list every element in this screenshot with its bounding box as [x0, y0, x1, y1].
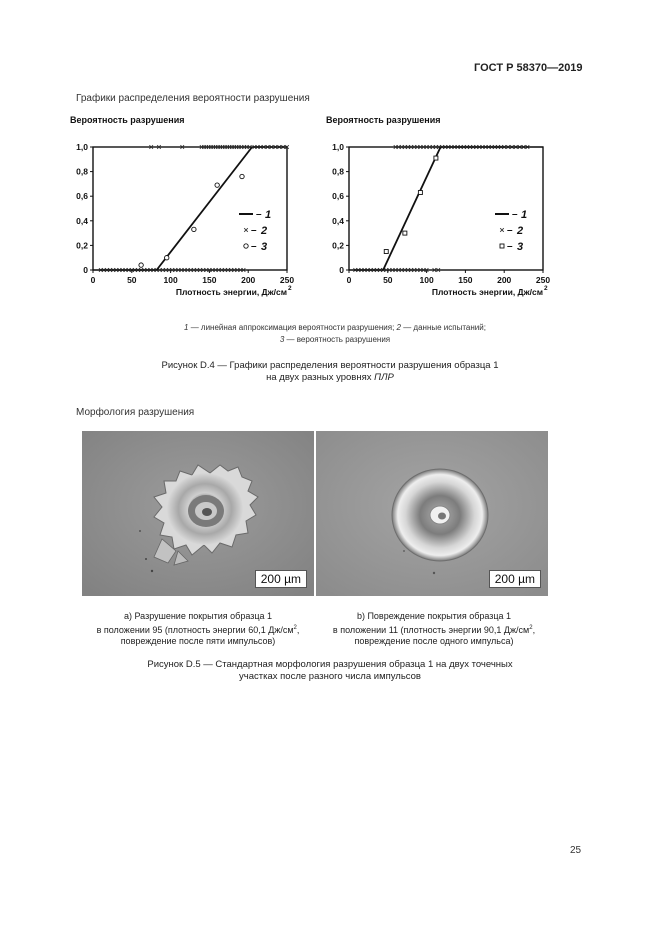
fit-line [383, 147, 440, 270]
figure-d5-caption: Рисунок D.5 — Стандартная морфология разрушения образца 1 на двух точечных участках после разного числа импульсов [147, 659, 513, 682]
legend-cross-swatch [244, 228, 248, 232]
y-tick-label: 0,8 [332, 166, 344, 177]
x-axis-label-sup: 2 [544, 285, 548, 292]
y-tick-label: 0,2 [76, 240, 88, 251]
y-tick-label: 0,6 [332, 191, 344, 202]
x-tick-label: 200 [241, 275, 256, 285]
x-tick-label: 250 [279, 275, 295, 285]
legend-dash: – [507, 225, 513, 236]
probability-point [418, 191, 422, 195]
page-number: 25 [570, 845, 582, 856]
scale-bar-left: 200 µm [255, 570, 307, 588]
legend-circle-swatch [244, 244, 248, 248]
probability-point [215, 183, 219, 187]
legend-label: 1 [265, 209, 272, 221]
x-tick-label: 100 [419, 275, 434, 285]
y-tick-label: 0,8 [76, 166, 88, 177]
x-tick-label: 150 [458, 275, 473, 285]
legend-cross-swatch [500, 228, 504, 232]
legend-label: 1 [521, 209, 528, 221]
standard-number: ГОСТ Р 58370—2019 [474, 62, 583, 74]
x-tick-label: 200 [497, 275, 512, 285]
figure-d4-caption: Рисунок D.4 — Графики распределения вероятности разрушения образца 1 на двух разных уровнях ПЛР [161, 360, 499, 383]
y-axis-label: Вероятность разрушения [326, 115, 441, 125]
legend-note [100, 322, 570, 346]
x-tick-label: 100 [163, 275, 178, 285]
x-tick-label: 150 [202, 275, 217, 285]
legend-dash: – [256, 209, 262, 220]
section-title-distribution: Графики распределения вероятности разрушения [76, 93, 310, 104]
chart-right-svg [322, 114, 572, 314]
legend-dash: – [507, 241, 513, 252]
y-tick-label: 0,4 [332, 215, 344, 226]
legend-dash: – [251, 241, 257, 252]
probability-point [403, 231, 407, 235]
scale-bar-right: 200 µm [489, 570, 541, 588]
section-title-morphology: Морфология разрушения [76, 407, 195, 418]
chart-left-svg [66, 114, 316, 314]
legend-label: 2 [517, 225, 524, 237]
legend-label: 3 [261, 241, 268, 253]
subcaption-a: а) Разрушение покрытия образца 1 в положении 95 (плотность энергии 60,1 $Дж/см^2$, повреждение после пяти импульсов) [96, 611, 300, 646]
fit-line [157, 147, 252, 270]
x-tick-label: 250 [535, 275, 551, 285]
probability-point [434, 156, 438, 160]
y-tick-label: 0,4 [76, 215, 88, 226]
probability-point [240, 174, 244, 178]
x-axis-label: Плотность энергии, Дж/см [175, 287, 287, 297]
y-axis-label: Вероятность разрушения [70, 115, 185, 125]
probability-point [165, 256, 169, 260]
probability-point [384, 250, 388, 254]
y-tick-label: 1,0 [332, 142, 344, 152]
legend-label: 3 [517, 241, 524, 253]
legend-label: 2 [261, 225, 268, 237]
y-tick-label: 0 [83, 265, 88, 275]
probability-point [139, 263, 143, 267]
x-tick-label: 50 [127, 275, 137, 285]
legend-square-swatch [500, 244, 504, 248]
x-axis-label-sup: 2 [288, 285, 292, 292]
probability-point [192, 227, 196, 231]
photo-damage-b [316, 431, 548, 596]
y-tick-label: 0,6 [76, 191, 88, 202]
legend-note-line1: 1 — линейная аппроксимация вероятности разрушения; 2 — данные испытаний; [184, 323, 486, 332]
y-tick-label: 0,2 [332, 240, 344, 251]
chart-right [322, 114, 572, 314]
legend-note-line2: 3 — вероятность разрушения [279, 335, 391, 344]
photo-damage-a [82, 431, 314, 596]
x-tick-label: 0 [346, 275, 352, 285]
y-tick-label: 1,0 [76, 142, 88, 152]
x-tick-label: 50 [383, 275, 393, 285]
legend-dash: – [251, 225, 257, 236]
y-tick-label: 0 [339, 265, 344, 275]
legend-dash: – [512, 209, 518, 220]
x-axis-label: Плотность энергии, Дж/см [431, 287, 543, 297]
x-tick-label: 0 [90, 275, 96, 285]
chart-left [66, 114, 316, 314]
subcaption-b: b) Повреждение покрытия образца 1 в положении 11 (плотность энергии 90,1 $Дж/см^2$, повреждение после одного импульса) [332, 611, 536, 646]
